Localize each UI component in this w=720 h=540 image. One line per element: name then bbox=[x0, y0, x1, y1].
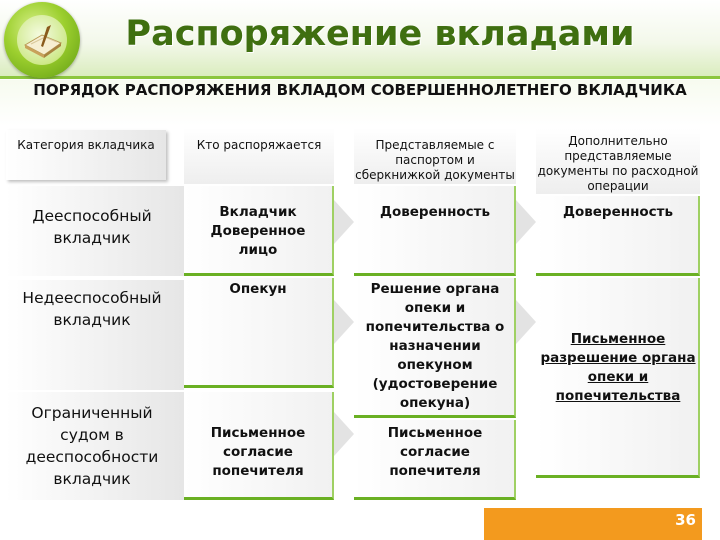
row1-documents-box bbox=[354, 186, 516, 276]
documents-header: Представляемые с паспортом и сберкнижкой документы bbox=[355, 138, 515, 182]
category-header: Категория вкладчика bbox=[17, 138, 155, 152]
additional-header: Дополнительно представляемые документы по расходной операции bbox=[537, 134, 699, 193]
row3-category: Ограниченный судом в дееспособности вкладчик bbox=[25, 404, 159, 488]
row2-who: Опекун bbox=[229, 281, 287, 297]
arrow-icon bbox=[516, 200, 536, 244]
arrow-icon bbox=[516, 300, 536, 344]
row3-documents: Письменное согласие попечителя bbox=[387, 425, 483, 479]
row2-additional: Письменное разрешение органа опеки и попечительства bbox=[540, 331, 696, 404]
page-number: 36 bbox=[675, 511, 696, 529]
arrow-icon bbox=[334, 300, 354, 344]
header-divider bbox=[0, 76, 720, 79]
row3-who: Письменное согласие попечителя bbox=[210, 425, 306, 479]
row1-who: Вкладчик Доверенное лицо bbox=[210, 204, 306, 258]
row2-category: Недееспособный вкладчик bbox=[22, 289, 162, 329]
page-subtitle: ПОРЯДОК РАСПОРЯЖЕНИЯ ВКЛАДОМ СОВЕРШЕННОЛЕТНЕГО ВКЛАДЧИКА bbox=[33, 81, 687, 99]
arrow-icon bbox=[334, 412, 354, 456]
arrow-icon bbox=[334, 200, 354, 244]
row2-documents: Решение органа опеки и попечительства о назначении опекуном (удостоверение опекуна) bbox=[365, 281, 505, 411]
who-header: Кто распоряжается bbox=[196, 138, 322, 152]
who-header-box bbox=[184, 128, 334, 184]
page-title: Распоряжение вкладами bbox=[125, 14, 635, 54]
book-icon bbox=[17, 15, 67, 65]
row1-documents: Доверенность bbox=[379, 204, 491, 220]
row1-additional: Доверенность bbox=[562, 204, 674, 220]
row1-category: Дееспособный вкладчик bbox=[32, 207, 152, 247]
